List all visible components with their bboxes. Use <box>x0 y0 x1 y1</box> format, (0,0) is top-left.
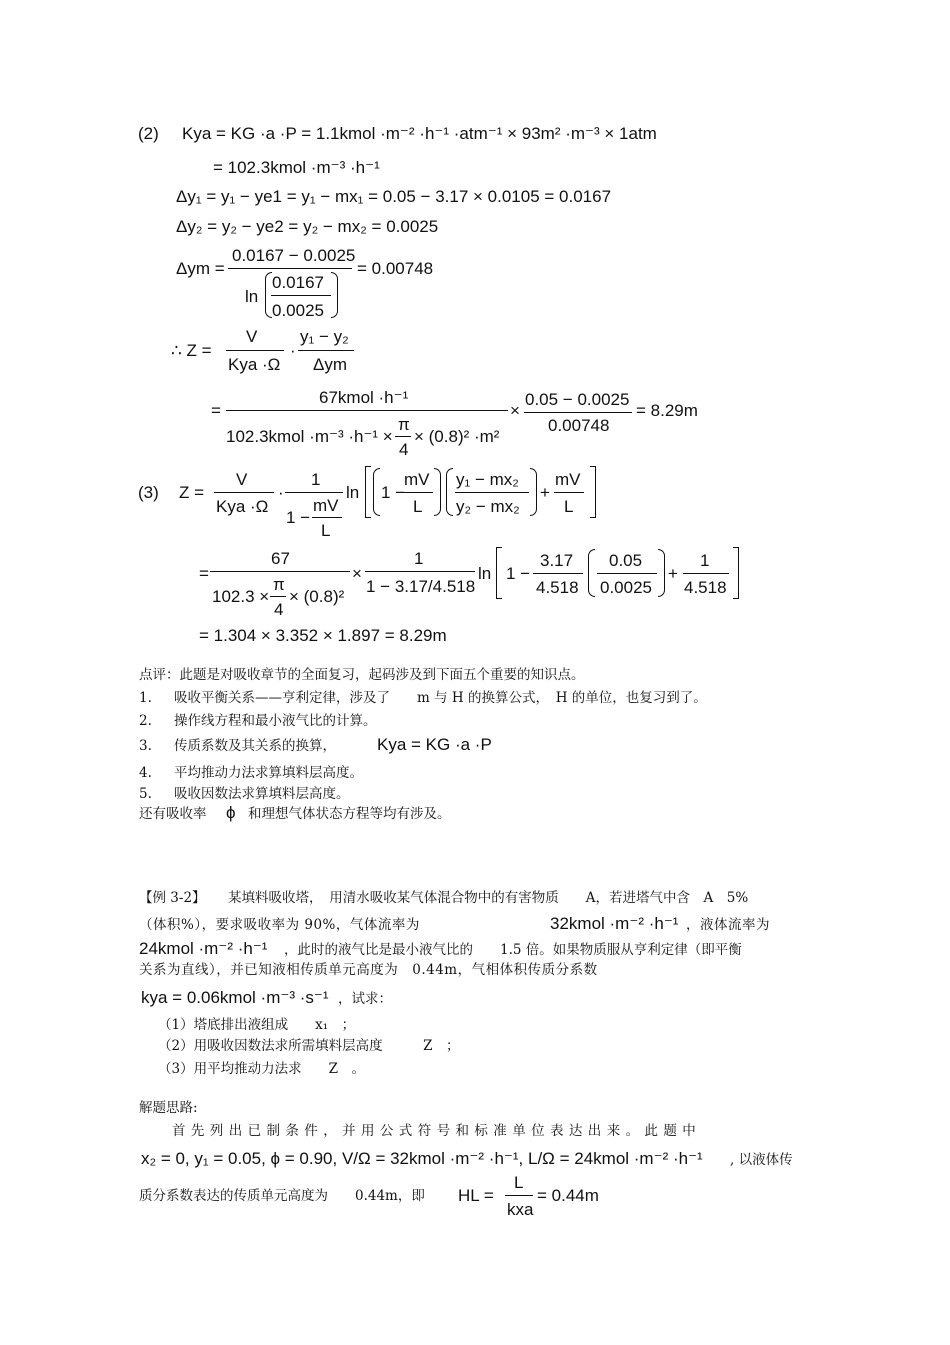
part3-mv2-numerator: mV <box>555 470 581 489</box>
part3-right-paren-b <box>530 468 537 516</box>
part3-left-paren-a <box>373 468 380 516</box>
part3-right-paren-a <box>434 468 441 516</box>
z2-denominator-b: × (0.8)² ·m² <box>414 427 500 446</box>
part3-mv-denominator: L <box>413 497 423 516</box>
solution-hl-numerator: L <box>514 1173 524 1192</box>
part3-z-lhs: Z = <box>179 483 205 502</box>
delta-ym-numerator: 0.0167 − 0.0025 <box>232 246 356 265</box>
part3-line2-pi-bar <box>270 596 286 597</box>
example-line-2b: ，液体流率为 <box>686 917 770 933</box>
delta-ym-result: = 0.00748 <box>357 259 434 278</box>
solution-hl-result: = 0.44m <box>537 1186 599 1205</box>
example-question-1: （1）塔底排出液组成 x₁ ； <box>158 1017 356 1033</box>
part3-mv2-denominator: L <box>564 497 574 516</box>
z-fraction2-denominator: Δym <box>313 355 348 374</box>
part3-f1-numerator: V <box>236 470 248 489</box>
comment-item-5: 吸收因数法求算填料层高度。 <box>174 786 350 802</box>
part3-y-denominator: y₂ − mx₂ <box>456 497 520 516</box>
comment-item-3: 传质系数及其关系的换算， <box>174 738 336 754</box>
part3-mv-numerator: mV <box>404 470 430 489</box>
part3-f1-denominator: Kya ·Ω <box>216 497 269 516</box>
z-fraction2-bar <box>298 350 354 351</box>
part3-f2-numerator: 1 <box>311 470 321 489</box>
example-line-5b: ，试求： <box>338 991 392 1007</box>
z-fraction2-numerator: y₁ − y₂ <box>300 327 349 346</box>
part3-line2-plus: + <box>668 564 678 583</box>
example-kya: kya = 0.06kmol ·m⁻³ ·s⁻¹ <box>141 988 329 1007</box>
part3-y-numerator: y₁ − mx₂ <box>456 470 519 489</box>
part3-dot: · <box>278 483 284 502</box>
part3-f2-mv-bar <box>312 517 342 518</box>
part3-mv-bar <box>403 492 433 493</box>
comment-item-2: 操作线方程和最小液气比的计算。 <box>174 713 377 729</box>
z-fraction1-numerator: V <box>246 327 258 346</box>
comment-item-2-number: 2. <box>139 713 152 729</box>
part3-line2-left-paren <box>588 549 595 597</box>
part3-left-bracket <box>365 466 371 518</box>
part3-line2-four: 4 <box>274 600 284 619</box>
part3-plus: + <box>540 483 550 502</box>
part3-f1-bar <box>214 492 274 493</box>
part3-line2-f2-bar <box>365 571 475 572</box>
z2-result: = 8.29m <box>636 401 698 420</box>
delta-ym-ln-numerator: 0.0167 <box>272 273 324 292</box>
solution-heading: 解题思路: <box>139 1100 198 1116</box>
part3-line2-times: × <box>352 564 362 583</box>
part3-line2-f2-numerator: 1 <box>414 549 424 568</box>
solution-line-1: 首先列出已制条件，并用公式符号和标准单位表达出来。此题中 <box>172 1123 702 1139</box>
solution-line-2b: , 以液体传 <box>730 1152 793 1168</box>
part3-line2-right-paren <box>658 549 665 597</box>
z2-fraction2-bar <box>524 412 632 413</box>
example-line-4: 关系为直线），并已知液相传质单元高度为 0.44m，气相体积传质分系数 <box>139 962 598 978</box>
delta-ym-fraction-bar <box>228 268 352 269</box>
delta-y1-equation: Δy₁ = y₁ − ye1 = y₁ − mx₁ = 0.05 − 3.17 × 0.0105 = 0.0167 <box>176 187 612 206</box>
part3-line2-b-denominator: 0.0025 <box>600 578 652 597</box>
z-lhs: ∴ Z = <box>171 341 212 360</box>
kya-equation: Kya = KG ·a ·P = 1.1kmol ·m⁻² ·h⁻¹ ·atm⁻¹ × 93m² ·m⁻³ × 1atm <box>182 124 657 143</box>
part3-f2-mv-denominator: L <box>321 521 331 540</box>
z2-fraction2-denominator: 0.00748 <box>548 416 610 435</box>
z2-times: × <box>510 401 520 420</box>
part3-line2-ln: ln <box>478 564 492 583</box>
part3-line2-b-numerator: 0.05 <box>609 551 643 570</box>
example-question-3: （3）用平均推动力法求 Z 。 <box>158 1061 365 1077</box>
part3-one-minus: 1 − <box>381 483 406 502</box>
example-line-2a: （体积%），要求吸收率为 90%，气体流率为 <box>139 917 420 933</box>
part3-y-bar <box>455 492 529 493</box>
part3-f2-denominator-a: 1 − <box>286 508 311 527</box>
part3-line2-one-minus: 1 − <box>506 564 531 583</box>
solution-hl-bar <box>505 1195 533 1196</box>
part3-f2-mv-numerator: mV <box>313 496 339 515</box>
part2-label: (2) <box>138 124 159 143</box>
example-liquid-flow: 24kmol ·m⁻² ·h⁻¹ <box>139 939 268 958</box>
z-fraction1-denominator: Kya ·Ω <box>228 355 281 374</box>
part3-line2-b-bar <box>597 573 657 574</box>
z2-denominator-a: 102.3kmol ·m⁻³ ·h⁻¹ × <box>226 427 393 446</box>
comment-item-3-formula: Kya = KG ·a ·P <box>377 735 492 754</box>
z2-four: 4 <box>399 440 409 459</box>
delta-ym-ln: ln <box>245 287 259 306</box>
comment-item-4-number: 4. <box>139 765 152 781</box>
part3-ln: ln <box>346 483 360 502</box>
part3-label: (3) <box>138 483 159 502</box>
comment-item-4: 平均推动力法求算填料层高度。 <box>174 765 363 781</box>
kya-result: = 102.3kmol ·m⁻³ ·h⁻¹ <box>213 158 380 177</box>
part3-line2-pi: π <box>273 575 285 594</box>
part3-line2-left-bracket <box>496 547 502 599</box>
comment-item-5-number: 5. <box>139 786 152 802</box>
delta-y2-equation: Δy₂ = y₂ − ye2 = y₂ − mx₂ = 0.0025 <box>176 217 439 236</box>
comment-item-1-number: 1. <box>139 690 152 706</box>
part3-line2-f2-denominator: 1 − 3.17/4.518 <box>366 577 476 596</box>
example-title: 【例 3-2】 <box>139 890 206 906</box>
example-line-1: 某填料吸收塔， 用清水吸收某气体混合物中的有害物质 A，若进塔气中含 A 5% <box>228 890 749 906</box>
example-question-2: （2）用吸收因数法求所需填料层高度 Z ； <box>158 1038 460 1054</box>
z-dot: · <box>290 341 296 360</box>
delta-ym-lhs: Δym = <box>176 259 225 278</box>
delta-ym-ln-bar <box>271 295 331 296</box>
part3-line2-denominator-a: 102.3 × <box>212 587 270 606</box>
part3-line2-a-bar <box>533 573 583 574</box>
part3-line2-eq: = <box>199 564 209 583</box>
part3-line2-a-denominator: 4.518 <box>536 578 579 597</box>
z2-pi-bar <box>395 436 411 437</box>
comment-outro-a: 还有吸收率 <box>139 806 207 822</box>
z2-fraction2-numerator: 0.05 − 0.0025 <box>525 390 630 409</box>
z2-numerator: 67kmol ·h⁻¹ <box>319 388 409 407</box>
part3-line2-numerator: 67 <box>271 549 290 568</box>
part3-line2-a-numerator: 3.17 <box>540 551 574 570</box>
part3-line2-c-bar <box>683 573 729 574</box>
part3-line2-c-denominator: 4.518 <box>684 578 727 597</box>
solution-hl-lhs: HL = <box>458 1186 494 1205</box>
delta-ym-ln-denominator: 0.0025 <box>272 301 324 320</box>
comment-outro-phi: ϕ <box>226 803 236 822</box>
example-gas-flow: 32kmol ·m⁻² ·h⁻¹ <box>550 914 679 933</box>
comment-item-1: 吸收平衡关系——亨利定律，涉及了 m 与 H 的换算公式， H 的单位，也复习到了。 <box>174 690 707 706</box>
z2-pi: π <box>398 415 410 434</box>
part3-left-paren-b <box>446 468 453 516</box>
solution-hl-denominator: kxa <box>507 1200 534 1219</box>
part3-line2-c-numerator: 1 <box>700 551 710 570</box>
z2-fraction-bar <box>226 410 508 411</box>
z-fraction1-bar <box>226 350 284 351</box>
comment-item-3-number: 3. <box>139 738 152 754</box>
comment-intro: 点评：此题是对吸收章节的全面复习，起码涉及到下面五个重要的知识点。 <box>139 667 585 683</box>
part3-f2-bar <box>285 492 343 493</box>
part3-line2-bar <box>210 571 350 572</box>
solution-line-3a: 质分系数表达的传质单元高度为 0.44m，即 <box>139 1188 425 1204</box>
part3-line3: = 1.304 × 3.352 × 1.897 = 8.29m <box>199 626 447 645</box>
delta-ym-right-paren <box>331 272 338 318</box>
part3-line2-denominator-b: × (0.8)² <box>289 587 345 606</box>
example-line-3b: ，此时的液气比是最小液气比的 1.5 倍。如果物质服从亨利定律（即平衡 <box>284 942 742 958</box>
comment-outro-b: 和理想气体状态方程等均有涉及。 <box>248 806 451 822</box>
z2-eq: = <box>211 401 221 420</box>
part3-right-bracket <box>590 466 596 518</box>
solution-conditions: x₂ = 0, y₁ = 0.05, ϕ = 0.90, V/Ω = 32kmol ·m⁻² ·h⁻¹, L/Ω = 24kmol ·m⁻² ·h⁻¹ <box>141 1149 703 1168</box>
part3-line2-right-bracket <box>733 547 739 599</box>
part3-mv2-bar <box>554 492 584 493</box>
